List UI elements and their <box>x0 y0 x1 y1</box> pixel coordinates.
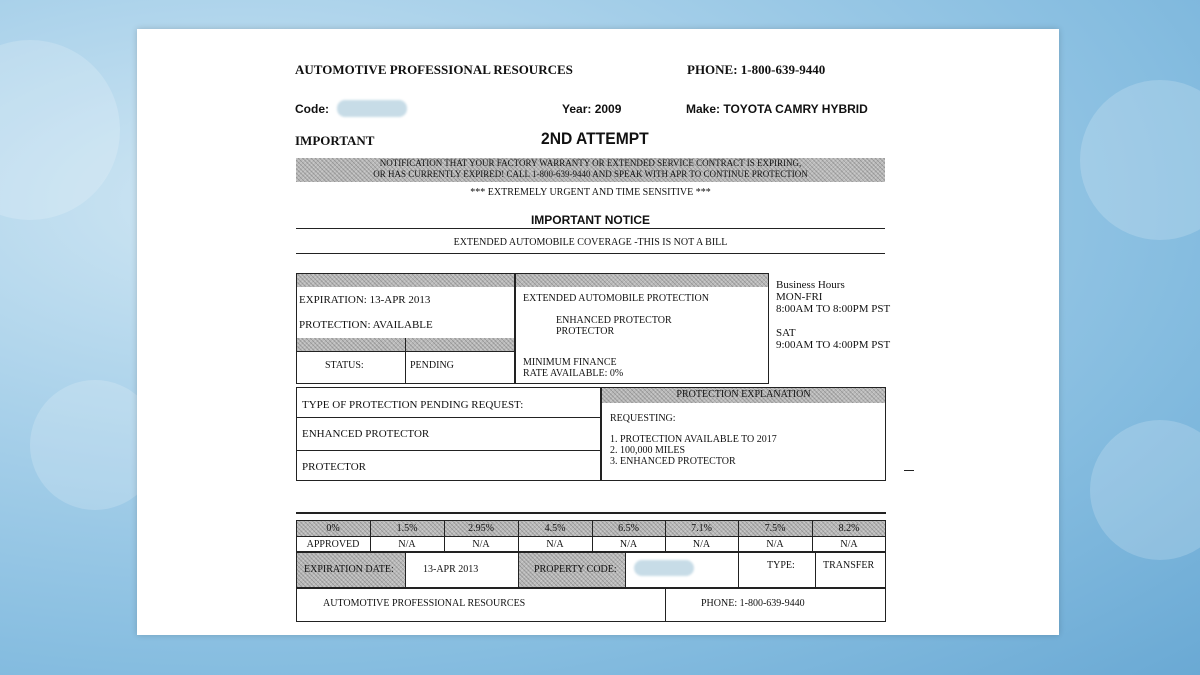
rate-value-cell: N/A <box>766 539 784 550</box>
divider <box>405 338 406 384</box>
footer-company: AUTOMOTIVE PROFESSIONAL RESOURCES <box>323 598 526 609</box>
hours-sat-label: SAT <box>776 327 796 339</box>
background-bokeh <box>1090 420 1200 560</box>
explanation-item: 1. PROTECTION AVAILABLE TO 2017 <box>610 434 777 445</box>
warranty-letter <box>137 29 1059 635</box>
vehicle-year: Year: 2009 <box>562 102 622 116</box>
divider <box>296 512 886 514</box>
divider <box>592 520 593 552</box>
divider <box>518 520 519 552</box>
coverage-item: PROTECTOR <box>556 326 615 337</box>
status-label: STATUS: <box>325 360 364 371</box>
code-label: Code: <box>295 102 329 116</box>
coverage-items <box>556 315 672 337</box>
divider <box>296 228 885 229</box>
rate-header-cell: 8.2% <box>838 523 860 534</box>
shaded-header <box>297 274 514 287</box>
company-name: AUTOMOTIVE PROFESSIONAL RESOURCES <box>295 62 573 77</box>
hours-weekday: 8:00AM TO 8:00PM PST <box>776 303 891 315</box>
important-label: IMPORTANT <box>295 133 375 148</box>
divider <box>815 552 816 588</box>
rate-value-cell: APPROVED <box>306 539 360 550</box>
property-code-label: PROPERTY CODE: <box>534 564 617 575</box>
attempt-label: 2ND ATTEMPT <box>541 129 649 148</box>
rate-value-cell: N/A <box>619 539 638 550</box>
divider <box>444 520 445 552</box>
background-bokeh <box>0 40 120 220</box>
finance-line: RATE AVAILABLE: 0% <box>523 368 624 379</box>
explanation-item: 2. 100,000 MILES <box>610 445 685 456</box>
hours-sat: 9:00AM TO 4:00PM PST <box>776 339 891 351</box>
divider <box>738 552 739 588</box>
hours-title: Business Hours <box>776 279 845 291</box>
finance-rate <box>523 357 623 379</box>
explanation-header: PROTECTION EXPLANATION <box>676 389 811 400</box>
status-value: PENDING <box>410 360 454 371</box>
rate-header-cell: 2.95% <box>468 523 494 534</box>
expiration-date-label: EXPIRATION DATE: <box>304 564 394 575</box>
redacted-code <box>337 100 407 117</box>
redacted-property-code <box>634 560 694 576</box>
hours-weekday-label: MON-FRI <box>776 291 823 303</box>
rate-header-cell: 0% <box>326 523 340 534</box>
rate-value-cell: N/A <box>692 539 711 550</box>
expiration-text: EXPIRATION: 13-APR 2013 <box>299 294 431 306</box>
divider <box>296 253 885 254</box>
divider <box>625 552 626 588</box>
business-hours <box>776 279 890 351</box>
divider <box>665 588 666 622</box>
shaded-header <box>516 274 768 287</box>
pending-option: PROTECTOR <box>302 461 366 473</box>
urgent-banner: *** EXTREMELY URGENT AND TIME SENSITIVE *** <box>470 187 711 198</box>
rate-value-cell: N/A <box>398 539 416 550</box>
divider <box>812 520 813 552</box>
notification-line-1: NOTIFICATION THAT YOUR FACTORY WARRANTY OR EXTENDED SERVICE CONTRACT IS EXPIRING, <box>379 158 802 168</box>
divider <box>738 520 739 552</box>
rate-value-cell: N/A <box>472 539 490 550</box>
background-bokeh <box>1080 80 1200 240</box>
coverage-item: ENHANCED PROTECTOR <box>556 315 672 326</box>
coverage-title: EXTENDED AUTOMOBILE PROTECTION <box>523 293 709 304</box>
notice-title: IMPORTANT NOTICE <box>530 213 651 227</box>
company-phone: PHONE: 1-800-639-9440 <box>687 62 826 77</box>
type-label: TYPE: <box>767 560 795 571</box>
explanation-item: 3. ENHANCED PROTECTOR <box>610 456 736 467</box>
rate-header-cell: 6.5% <box>618 523 639 534</box>
notice-subtitle: EXTENDED AUTOMOBILE COVERAGE -THIS IS NOT A BILL <box>453 237 728 248</box>
finance-line: MINIMUM FINANCE <box>523 357 617 368</box>
divider <box>405 552 406 588</box>
divider <box>665 520 666 552</box>
divider <box>296 450 601 451</box>
notification-text <box>296 158 885 180</box>
pending-option: ENHANCED PROTECTOR <box>302 428 430 440</box>
vehicle-make: Make: TOYOTA CAMRY HYBRID <box>686 102 868 116</box>
rate-header-cell: 7.1% <box>691 523 712 534</box>
protection-text: PROTECTION: AVAILABLE <box>299 319 433 331</box>
pending-label: TYPE OF PROTECTION PENDING REQUEST: <box>302 399 524 411</box>
explanation-list <box>610 434 777 467</box>
expiration-date-value: 13-APR 2013 <box>423 564 479 575</box>
rate-value-cell: N/A <box>840 539 858 550</box>
requesting-label: REQUESTING: <box>610 413 676 424</box>
divider <box>370 520 371 552</box>
rate-header-cell: 1.5% <box>396 523 418 534</box>
divider <box>296 417 601 418</box>
rate-header-cell: 4.5% <box>544 523 566 534</box>
type-value: TRANSFER <box>823 560 875 571</box>
rate-header-cell: 7.5% <box>764 523 786 534</box>
footer-phone: PHONE: 1-800-639-9440 <box>701 598 805 609</box>
stray-mark <box>904 470 914 471</box>
notification-line-2: OR HAS CURRENTLY EXPIRED! CALL 1-800-639-9440 AND SPEAK WITH APR TO CONTINUE PROTECTION <box>373 169 808 179</box>
rate-value-cell: N/A <box>546 539 564 550</box>
